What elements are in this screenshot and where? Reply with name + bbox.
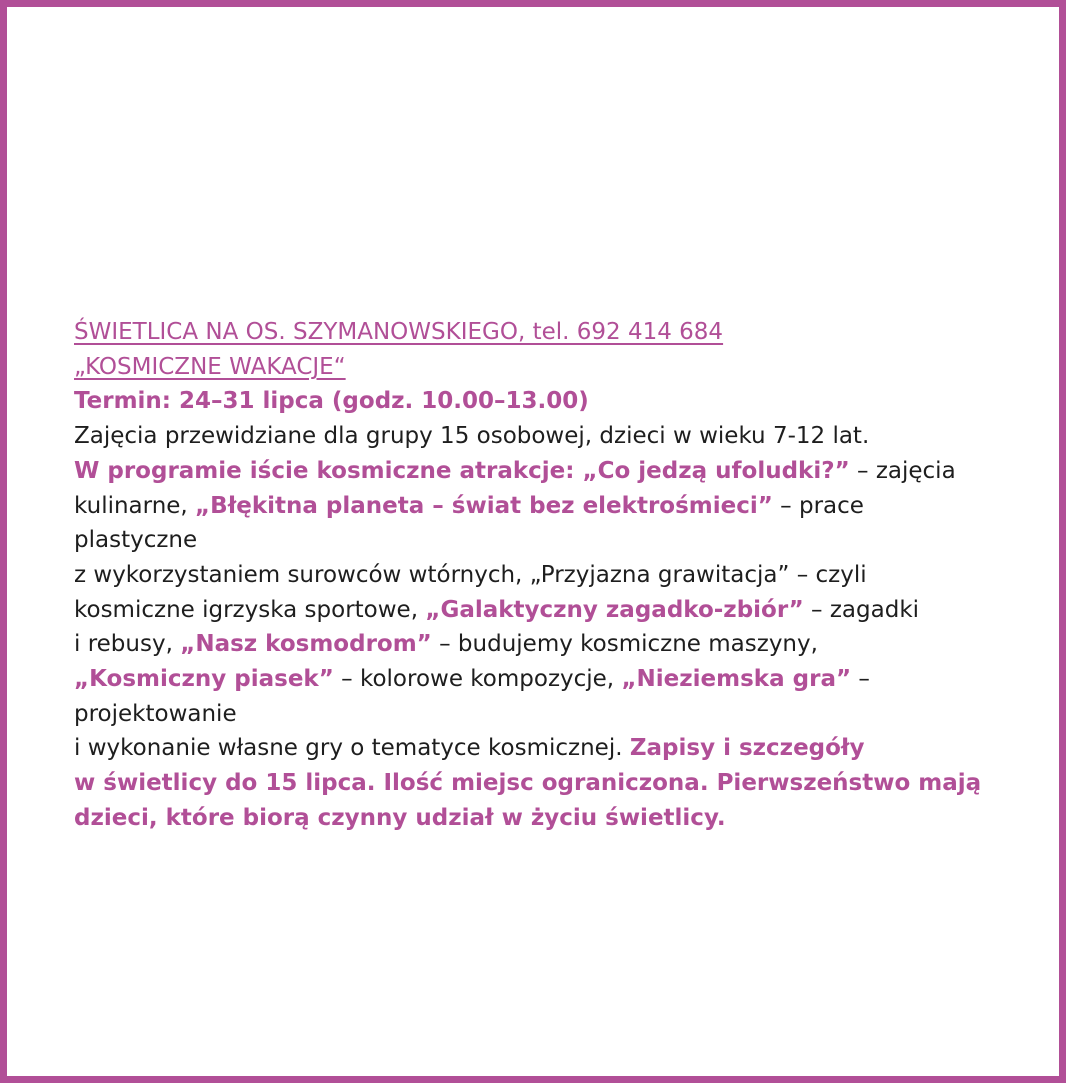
- program-intro: W programie iście kosmiczne atrakcje:: [74, 457, 583, 484]
- activity-desc: kulinarne,: [74, 492, 196, 519]
- activity-desc: – zagadki: [803, 596, 920, 623]
- activity-desc: – budujemy kosmiczne maszyny,: [431, 631, 818, 658]
- activity-desc: – kolorowe kompozycje,: [333, 666, 622, 693]
- body-line-5: [74, 593, 1014, 628]
- signup-info: w świetlicy do 15 lipca. Ilość miejsc ograniczona. Pierwszeństwo mają: [74, 770, 982, 797]
- event-title: „KOSMICZNE WAKACJE“: [74, 353, 346, 380]
- signup-info: dzieci, które biorą czynny udział w życiu świetlicy.: [74, 804, 726, 831]
- event-term: Termin: 24–31 lipca (godz. 10.00–13.00): [74, 388, 589, 415]
- signup-info: Zapisy i szczegóły: [629, 735, 865, 762]
- activity-desc: kosmiczne igrzyska sportowe,: [74, 596, 426, 623]
- body-line-2: [74, 489, 1014, 524]
- body-line-9: [74, 731, 1014, 766]
- activity-name: „Kosmiczny piasek”: [74, 666, 334, 693]
- body-line-7: [74, 662, 1014, 697]
- activity-desc: i rebusy,: [74, 631, 181, 658]
- activity-desc: i wykonanie własne gry o tematyce kosmicznej.: [74, 735, 630, 762]
- activity-name: „Nieziemska gra”: [621, 666, 852, 693]
- group-info: Zajęcia przewidziane dla grupy 15 osobowej, dzieci w wieku 7-12 lat.: [74, 423, 870, 450]
- announcement: [74, 315, 1014, 836]
- activity-name: „Galaktyczny zagadko-zbiór”: [425, 596, 804, 623]
- body-line-8: projektowanie: [74, 700, 237, 727]
- activity-name: „Błękitna planeta – świat bez elektrośmieci”: [195, 492, 773, 519]
- body-line-4: z wykorzystaniem surowców wtórnych, „Przyjazna grawitacja” – czyli: [74, 561, 867, 588]
- activity-desc: – zajęcia: [849, 457, 956, 484]
- activity-name: „Co jedzą ufoludki?”: [582, 457, 850, 484]
- activity-desc: –: [851, 666, 870, 693]
- venue-heading: ŚWIETLICA NA OS. SZYMANOWSKIEGO, tel. 692 414 684: [74, 319, 724, 345]
- body-line-3: plastyczne: [74, 527, 198, 554]
- activity-name: „Nasz kosmodrom”: [180, 631, 432, 658]
- body-line-6: [74, 627, 1014, 662]
- activity-desc: – prace: [772, 492, 864, 519]
- body-line-1: [74, 454, 1014, 489]
